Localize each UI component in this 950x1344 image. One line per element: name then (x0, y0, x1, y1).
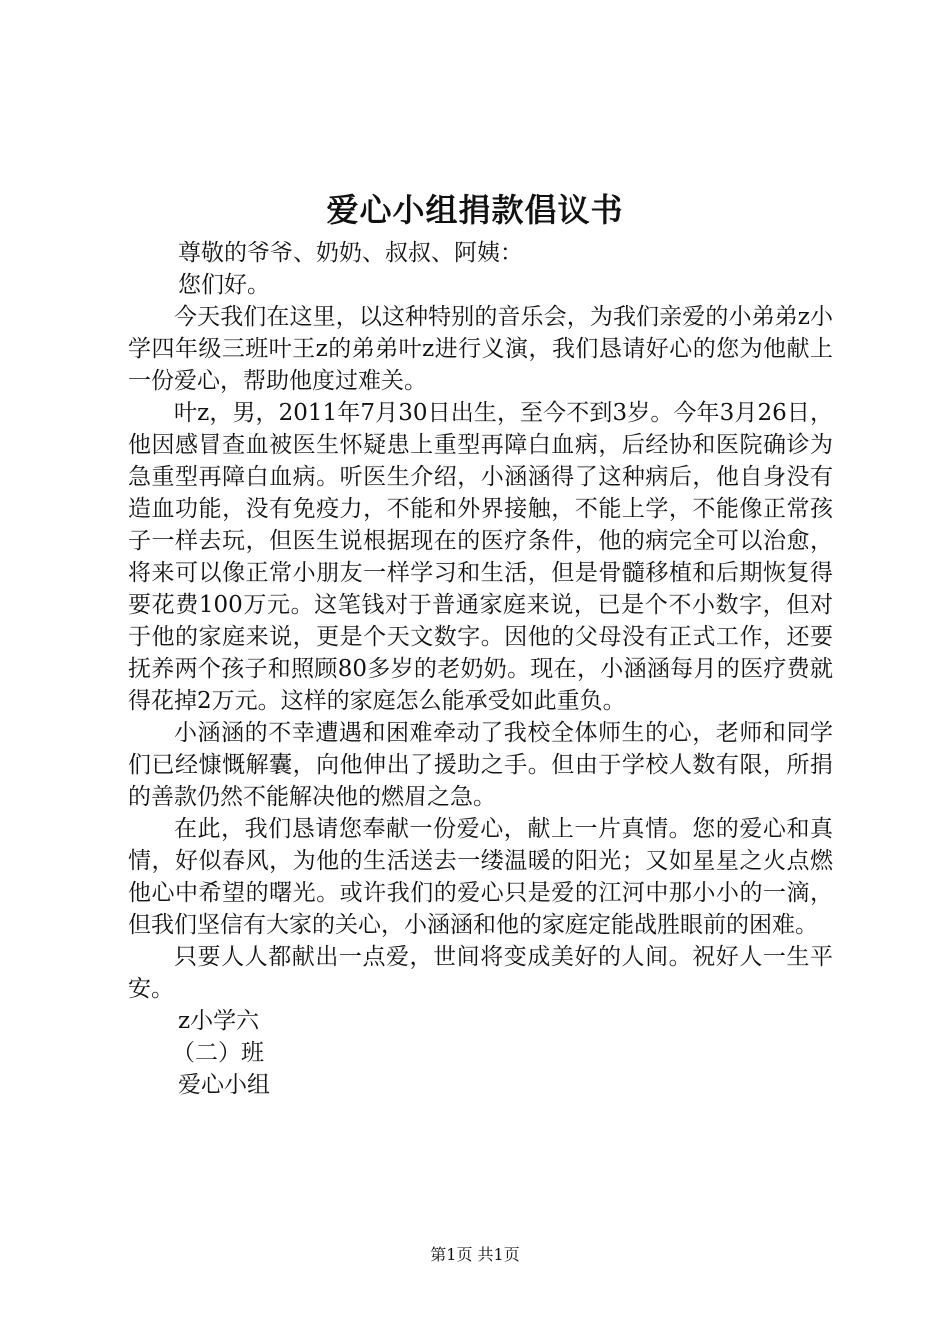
greeting: 您们好。 (178, 272, 270, 298)
paragraph: 小涵涵的不幸遭遇和困难牵动了我校全体师生的心，老师和同学们已经慷慨解囊，向他伸出了援助之手。但由于学校人数有限，所捐的善款仍然不能解决他的燃眉之急。 (128, 720, 833, 810)
paragraph: 只要人人都献出一点爱，世间将变成美好的人间。祝好人一生平安。 (128, 944, 833, 1002)
signature-line: 爱心小组 (178, 1072, 270, 1098)
page-footer: 第1页 共1页 (430, 1245, 520, 1264)
salutation: 尊敬的爷爷、奶奶、叔叔、阿姨： (178, 240, 523, 266)
paragraph: 叶z，男，2011年7月30日出生，至今不到3岁。今年3月26日，他因感冒查血被医生怀疑患上重型再障白血病，后经协和医院确诊为急重型再障白血病。听医生介绍，小涵涵得了这种病后，他自身没有造血功能，没有免疫力，不能和外界接触，不能上学，不能像正常孩子一样去玩，但医生说根据现在的医疗条件，他的病完全可以治愈，将来可以像正常小朋友一样学习和生活，但是骨髓移植和后期恢复得要花费100万元。这笔钱对于普通家庭来说，已是个不小数字，但对于他的家庭来说，更是个天文数字。因他的父母没有正式工作，还要抚养两个孩子和照顾80多岁的老奶奶。现在，小涵涵每月的医疗费就得花掉2万元。这样的家庭怎么能承受如此重负。 (128, 400, 833, 714)
signature-line: z小学六 (178, 1008, 260, 1034)
paragraph: 在此，我们恳请您奉献一份爱心，献上一片真情。您的爱心和真情，好似春风，为他的生活送去一缕温暖的阳光；又如星星之火点燃他心中希望的曙光。或许我们的爱心只是爱的江河中那小小的一滴，但我们坚信有大家的关心，小涵涵和他的家庭定能战胜眼前的困难。 (128, 816, 833, 938)
document-body (128, 237, 833, 1101)
paragraph: 今天我们在这里，以这种特别的音乐会，为我们亲爱的小弟弟z小学四年级三班叶王z的弟弟叶z进行义演，我们恳请好心的您为他献上一份爱心，帮助他度过难关。 (128, 304, 833, 394)
signature-line: （二）班 (172, 1040, 264, 1066)
document-title: 爱心小组捐款倡议书 (326, 191, 624, 229)
